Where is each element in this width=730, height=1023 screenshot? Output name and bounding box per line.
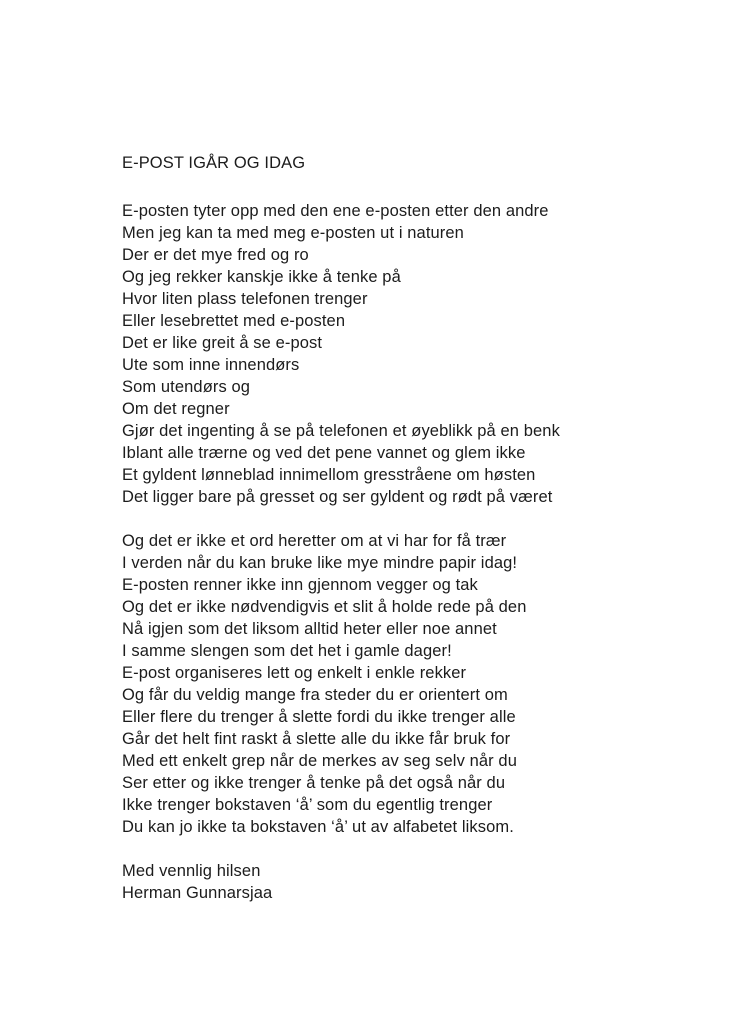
poem-title: E-POST IGÅR OG IDAG (122, 154, 306, 172)
poem-line: Nå igjen som det liksom alltid heter eller noe annet (122, 620, 497, 638)
poem-line: Og det er ikke nødvendigvis et slit å holde rede på den (122, 598, 527, 616)
poem-line: Der er det mye fred og ro (122, 246, 309, 264)
poem-stanza-2 (122, 530, 670, 838)
poem-line: Som utendørs og (122, 378, 251, 396)
poem-line: Med ett enkelt grep når de merkes av seg selv når du (122, 752, 517, 770)
poem-line: Det ligger bare på gresset og ser gyldent og rødt på været (122, 488, 553, 506)
poem-line: E-posten renner ikke inn gjennom vegger og tak (122, 576, 478, 594)
poem-line: Og det er ikke et ord heretter om at vi har for få trær (122, 532, 507, 550)
poem-line: I verden når du kan bruke like mye mindre papir idag! (122, 554, 518, 572)
poem-line: Iblant alle trærne og ved det pene vannet og glem ikke (122, 444, 526, 462)
poem-line: Går det helt fint raskt å slette alle du ikke får bruk for (122, 730, 511, 748)
signoff (122, 860, 670, 904)
poem-line: Gjør det ingenting å se på telefonen et øyeblikk på en benk (122, 422, 560, 440)
signoff-line: Herman Gunnarsjaa (122, 884, 273, 902)
poem-line: Og får du veldig mange fra steder du er orientert om (122, 686, 508, 704)
poem-line: Et gyldent lønneblad innimellom gresstråene om høsten (122, 466, 536, 484)
poem-line: I samme slengen som det het i gamle dager! (122, 642, 452, 660)
poem-line: Og jeg rekker kanskje ikke å tenke på (122, 268, 401, 286)
poem-line: Eller lesebrettet med e-posten (122, 312, 346, 330)
poem-line: E-post organiseres lett og enkelt i enkle rekker (122, 664, 467, 682)
poem-line: Du kan jo ikke ta bokstaven ‘å’ ut av alfabetet liksom. (122, 818, 514, 836)
poem-line: Men jeg kan ta med meg e-posten ut i naturen (122, 224, 464, 242)
poem-line: E-posten tyter opp med den ene e-posten etter den andre (122, 202, 549, 220)
poem-line: Eller flere du trenger å slette fordi du ikke trenger alle (122, 708, 516, 726)
poem-line: Det er like greit å se e-post (122, 334, 323, 352)
poem-line: Om det regner (122, 400, 230, 418)
poem-stanza-1 (122, 200, 670, 508)
poem-line: Ikke trenger bokstaven ‘å’ som du egentlig trenger (122, 796, 493, 814)
poem-line: Ute som inne innendørs (122, 356, 300, 374)
signoff-line: Med vennlig hilsen (122, 862, 261, 880)
poem-line: Ser etter og ikke trenger å tenke på det også når du (122, 774, 506, 792)
poem-line: Hvor liten plass telefonen trenger (122, 290, 368, 308)
